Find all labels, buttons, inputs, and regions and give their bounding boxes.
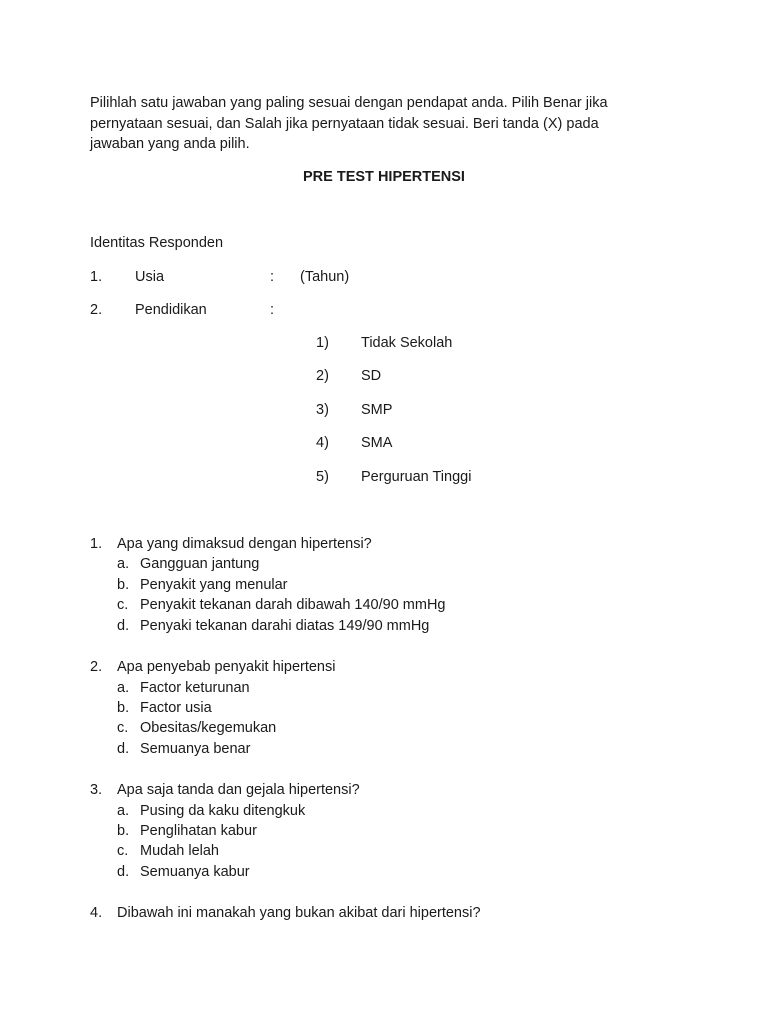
identity-heading: Identitas Responden	[90, 235, 224, 251]
option-letter: d.	[117, 741, 130, 757]
education-option-number: 1)	[316, 335, 329, 351]
identity-field-label-age: Usia	[135, 269, 165, 285]
option-letter: a.	[117, 556, 130, 572]
education-option-number: 2)	[316, 368, 329, 384]
answer-option[interactable]: Penyakit yang menular	[140, 577, 288, 593]
option-letter: c.	[117, 720, 129, 736]
instructions-line: Pilihlah satu jawaban yang paling sesuai dengan pendapat anda. Pilih Benar jika	[90, 95, 608, 111]
instructions-paragraph	[90, 93, 690, 155]
question-number: 4.	[90, 905, 103, 921]
question-number: 3.	[90, 782, 103, 798]
answer-option[interactable]: Factor keturunan	[140, 680, 250, 696]
question-text: Apa penyebab penyakit hipertensi	[117, 659, 336, 675]
option-letter: b.	[117, 700, 130, 716]
answer-option[interactable]: Factor usia	[140, 700, 212, 716]
education-option-number: 4)	[316, 435, 329, 451]
question-number: 2.	[90, 659, 103, 675]
education-option-university[interactable]: Perguruan Tinggi	[361, 469, 472, 485]
question-text: Dibawah ini manakah yang bukan akibat dari hipertensi?	[117, 905, 481, 921]
identity-field-number: 2.	[90, 302, 103, 318]
option-letter: a.	[117, 803, 130, 819]
page-title: PRE TEST HIPERTENSI	[303, 169, 465, 185]
option-letter: b.	[117, 823, 130, 839]
option-letter: a.	[117, 680, 130, 696]
answer-option[interactable]: Mudah lelah	[140, 843, 219, 859]
education-option-sma[interactable]: SMA	[361, 435, 393, 451]
answer-option[interactable]: Pusing da kaku ditengkuk	[140, 803, 306, 819]
answer-option[interactable]: Gangguan jantung	[140, 556, 260, 572]
identity-field-label-education: Pendidikan	[135, 302, 207, 318]
answer-option[interactable]: Penyakit tekanan darah dibawah 140/90 mmHg	[140, 597, 446, 613]
identity-field-colon: :	[270, 269, 275, 285]
answer-option[interactable]: Semuanya benar	[140, 741, 251, 757]
instructions-line: pernyataan sesuai, dan Salah jika pernyataan tidak sesuai. Beri tanda (X) pada	[90, 115, 599, 132]
option-letter: d.	[117, 864, 130, 880]
education-option-number: 3)	[316, 402, 329, 418]
answer-option[interactable]: Obesitas/kegemukan	[140, 720, 277, 736]
answer-option[interactable]: Semuanya kabur	[140, 864, 250, 880]
identity-field-colon: :	[270, 302, 275, 318]
option-letter: c.	[117, 843, 129, 859]
education-option-number: 5)	[316, 469, 329, 485]
answer-option[interactable]: Penyaki tekanan darahi diatas 149/90 mmHg	[140, 618, 430, 634]
identity-field-number: 1.	[90, 269, 103, 285]
question-text: Apa yang dimaksud dengan hipertensi?	[117, 536, 372, 552]
option-letter: c.	[117, 597, 129, 613]
education-option-smp[interactable]: SMP	[361, 402, 393, 418]
education-option-sd[interactable]: SD	[361, 368, 382, 384]
answer-option[interactable]: Penglihatan kabur	[140, 823, 257, 839]
education-option-none[interactable]: Tidak Sekolah	[361, 335, 453, 351]
option-letter: b.	[117, 577, 130, 593]
question-number: 1.	[90, 536, 103, 552]
question-text: Apa saja tanda dan gejala hipertensi?	[117, 782, 360, 798]
identity-field-value-age[interactable]: (Tahun)	[300, 269, 350, 285]
option-letter: d.	[117, 618, 130, 634]
instructions-line: jawaban yang anda pilih.	[90, 136, 250, 152]
